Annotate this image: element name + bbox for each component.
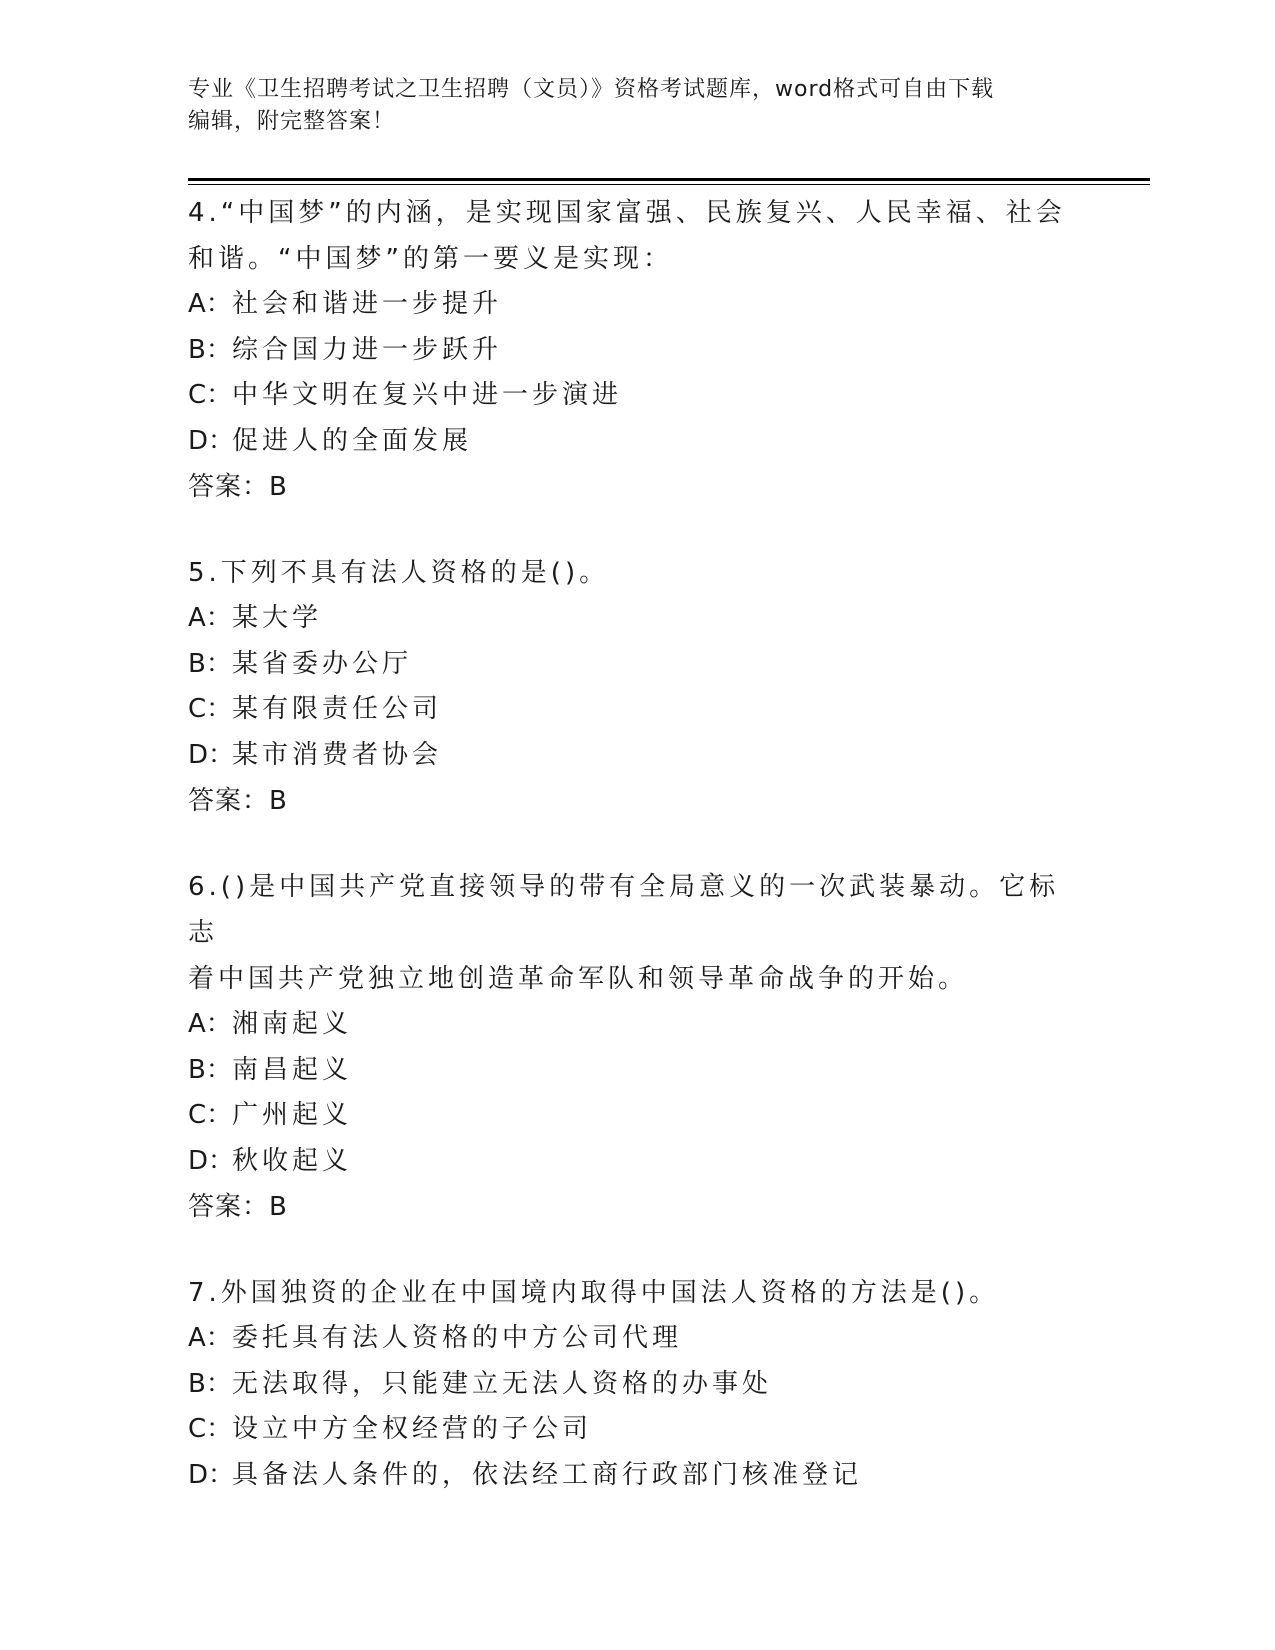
- option-key: C：: [188, 380, 233, 410]
- option-key: C：: [188, 1414, 233, 1444]
- option-key: B：: [188, 334, 232, 365]
- option-a: [188, 1002, 1088, 1048]
- option-d: [188, 419, 1088, 465]
- option-text: 某市消费者协会: [232, 739, 443, 770]
- option-b: [188, 642, 1088, 688]
- question-text-line: 7.外国独资的企业在中国境内取得中国法人资格的方法是()。: [188, 1278, 1000, 1308]
- option-key: A：: [188, 289, 232, 319]
- option-b: [188, 1048, 1088, 1094]
- question-list: [188, 190, 1088, 1538]
- question-4: [188, 190, 1088, 510]
- question-text-line: 着中国共产党独立地创造革命军队和领导革命战争的开始。: [188, 964, 969, 994]
- option-text: 某省委办公厅: [232, 648, 413, 679]
- option-b: [188, 1362, 1088, 1408]
- option-text: 中华文明在复兴中进一步演进: [232, 380, 623, 410]
- option-key: D：: [188, 1145, 235, 1176]
- option-key: C：: [188, 1100, 233, 1130]
- option-key: A：: [188, 1009, 232, 1039]
- option-c: [188, 1093, 1088, 1139]
- question-text-line: 4.“中国梦”的内涵，是实现国家富强、民族复兴、人民幸福、社会: [188, 198, 1066, 228]
- answer-line: 答案：B: [188, 472, 288, 502]
- option-text: 促进人的全面发展: [232, 425, 473, 456]
- question-text-line: 6.()是中国共产党直接领导的带有全局意义的一次武装暴动。它标志: [188, 872, 1060, 948]
- option-c: [188, 687, 1088, 733]
- option-text: 设立中方全权经营的子公司: [232, 1414, 593, 1444]
- option-a: [188, 1316, 1088, 1362]
- option-text: 某大学: [232, 603, 323, 633]
- header-line-1: 专业《卫生招聘考试之卫生招聘（文员）》资格考试题库，word格式可自由下载: [188, 77, 995, 102]
- header-rule-thick: [188, 178, 1150, 181]
- option-d: [188, 1453, 1088, 1499]
- option-key: B：: [188, 648, 232, 679]
- option-text: 无法取得，只能建立无法人资格的办事处: [232, 1368, 773, 1399]
- question-6: [188, 864, 1088, 1230]
- option-text: 南昌起义: [232, 1054, 353, 1085]
- option-d: [188, 1139, 1088, 1185]
- option-key: A：: [188, 1323, 232, 1353]
- option-key: B：: [188, 1368, 232, 1399]
- option-key: D：: [188, 425, 235, 456]
- option-key: D：: [188, 1459, 235, 1490]
- option-text: 秋收起义: [232, 1145, 353, 1176]
- option-key: C：: [188, 694, 233, 724]
- option-c: [188, 373, 1088, 419]
- answer-line: 答案：B: [188, 1192, 288, 1222]
- option-text: 某有限责任公司: [232, 694, 443, 724]
- option-text: 广州起义: [232, 1100, 353, 1130]
- question-7: [188, 1270, 1088, 1498]
- option-b: [188, 328, 1088, 374]
- option-text: 综合国力进一步跃升: [232, 334, 503, 365]
- question-5: [188, 550, 1088, 824]
- option-key: A：: [188, 603, 232, 633]
- option-key: D：: [188, 739, 235, 770]
- question-text-line: 5.下列不具有法人资格的是()。: [188, 558, 610, 588]
- answer-line: 答案：B: [188, 786, 288, 816]
- option-key: B：: [188, 1054, 232, 1085]
- header-line-2: 编辑，附完整答案！: [188, 109, 396, 134]
- option-text: 社会和谐进一步提升: [232, 289, 503, 319]
- document-header: [188, 74, 1088, 138]
- header-rule-thin: [188, 184, 1150, 185]
- option-text: 委托具有法人资格的中方公司代理: [232, 1323, 683, 1353]
- option-text: 湘南起义: [232, 1009, 353, 1039]
- option-d: [188, 733, 1088, 779]
- option-a: [188, 596, 1088, 642]
- option-a: [188, 282, 1088, 328]
- option-text: 具备法人条件的，依法经工商行政部门核准登记: [232, 1459, 863, 1490]
- option-c: [188, 1407, 1088, 1453]
- question-text-line: 和谐。“中国梦”的第一要义是实现：: [188, 244, 673, 274]
